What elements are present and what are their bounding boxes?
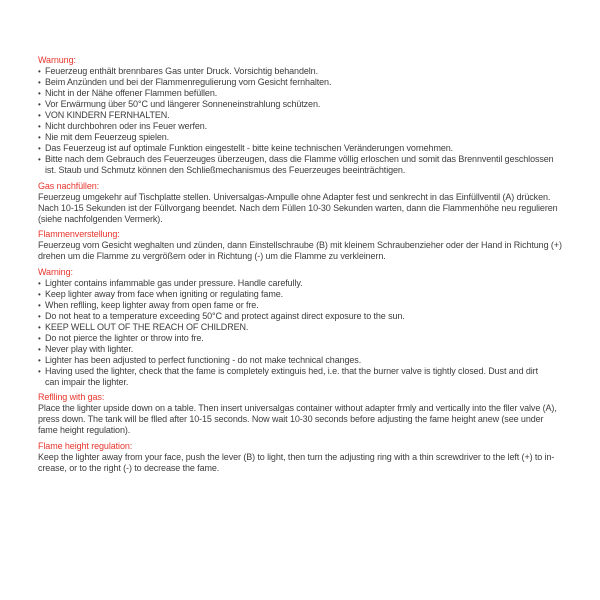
- instruction-line: press down. The tank will be flled after 10-15 seconds. Now wait 10-30 seconds before adjusting the fame height anew (see under: [38, 414, 544, 424]
- instruction-text: Nicht durchbohren oder ins Feuer werfen.: [45, 121, 208, 131]
- instruction-line: [38, 66, 598, 77]
- instruction-line: Nach 10-15 Sekunden ist der Füllvorgang beendet. Nach dem Füllen 10-30 Sekunden warten, dann die Flammenhöhe neu regulieren: [38, 202, 558, 213]
- instruction-line: [38, 278, 598, 289]
- instruction-text: Nie mit dem Feuerzeug spielen.: [45, 132, 170, 142]
- section-gas-nachfuellen: [38, 181, 598, 225]
- bullet-marker: •: [38, 300, 41, 310]
- bullet-marker: •: [38, 366, 41, 376]
- instruction-line: [38, 289, 598, 300]
- instruction-text: VON KINDERN FERNHALTEN.: [45, 110, 170, 120]
- instruction-text: Lighter contains infammable gas under pressure. Handle carefully.: [45, 277, 303, 288]
- instruction-line: [38, 355, 598, 366]
- instruction-line: [38, 132, 598, 143]
- instruction-text: KEEP WELL OUT OF THE REACH OF CHILDREN.: [45, 321, 249, 332]
- instruction-sheet: [38, 55, 598, 478]
- bullet-marker: •: [38, 67, 41, 76]
- bullet-marker: •: [38, 155, 41, 164]
- instruction-line-continuation: can impair the lighter.: [45, 376, 129, 387]
- instruction-line: Keep the lighter away from your face, push the lever (B) to light, then turn the adjusting ring with a thin screwdriver to the left (+) to in-: [38, 451, 555, 462]
- instruction-line: [38, 154, 598, 165]
- instruction-line: [38, 110, 598, 121]
- instruction-text: When reflling, keep lighter away from open fame or fre.: [45, 299, 259, 310]
- bullet-marker: •: [38, 278, 41, 288]
- section-heading-warnung: Warnung:: [38, 55, 76, 65]
- instruction-line: [38, 143, 598, 154]
- instruction-line: fame height regulation).: [38, 425, 131, 435]
- instruction-line: (siehe nachfolgenden Vermerk).: [38, 213, 163, 224]
- bullet-marker: •: [38, 344, 41, 354]
- section-heading-flame-height-regulation: Flame height regulation:: [38, 440, 133, 451]
- instruction-text: Nicht in der Nähe offener Flammen befüllen.: [45, 88, 218, 98]
- instruction-line: [38, 88, 598, 99]
- section-heading-gas-nachfuellen: Gas nachfüllen:: [38, 180, 100, 191]
- instruction-line: Feuerzeug umgekehr auf Tischplatte stellen. Universalgas-Ampulle ohne Adapter fest und senkrecht in das Einfüllventil (A) drücken.: [38, 191, 551, 202]
- section-warning: [38, 267, 598, 388]
- section-heading-warning: Warning:: [38, 266, 73, 277]
- bullet-marker: •: [38, 78, 41, 87]
- instruction-text: Never play with lighter.: [45, 343, 134, 354]
- section-heading-flammenverstellung: Flammenverstellung:: [38, 229, 120, 239]
- instruction-line: Feuerzeug vom Gesicht weghalten und zünden, dann Einstellschraube (B) mit kleinem Schraubenzieher oder der Hand in Richtung (+): [38, 240, 562, 250]
- instruction-text: Do not pierce the lighter or throw into fre.: [45, 332, 204, 343]
- instruction-line: [38, 99, 598, 110]
- instruction-text: Do not heat to a temperature exceeding 50°C and protect against direct exposure to the sun.: [45, 310, 405, 321]
- instruction-line: [38, 311, 598, 322]
- instruction-line: crease, or to the right (-) to decrease the fame.: [38, 462, 220, 473]
- bullet-marker: •: [38, 322, 41, 332]
- section-flame-height-regulation: [38, 441, 598, 474]
- instruction-line: drehen um die Flamme zu vergrößern oder in Richtung (-) um die Flamme zu verkleinern.: [38, 251, 386, 261]
- section-heading-refilling-with-gas: Reflling with gas:: [38, 392, 105, 402]
- bullet-marker: •: [38, 100, 41, 109]
- instruction-text: Lighter has been adjusted to perfect functioning - do not make technical changes.: [45, 354, 362, 365]
- instruction-line: Place the lighter upside down on a table. Then insert universalgas container without adapter frmly and vertically into the fller valve (A),: [38, 403, 557, 413]
- bullet-marker: •: [38, 144, 41, 153]
- bullet-marker: •: [38, 289, 41, 299]
- instruction-line: [38, 77, 598, 88]
- instruction-text: Having used the lighter, check that the fame is completely extinguis hed, i.e. that the burner valve is tightly closed. Dust and dirt: [45, 365, 538, 376]
- instruction-line-continuation: ist. Staub und Schmutz können den Schließmechanismus des Feuerzeuges beeinträchtigen.: [45, 165, 406, 175]
- bullet-marker: •: [38, 133, 41, 142]
- section-flammenverstellung: [38, 229, 598, 262]
- bullet-marker: •: [38, 311, 41, 321]
- section-warnung: [38, 55, 598, 176]
- instruction-line: [38, 366, 598, 377]
- instruction-text: Bitte nach dem Gebrauch des Feuerzeuges überzeugen, dass die Flamme völlig erloschen und somit das Brennventil geschlossen: [45, 154, 554, 164]
- instruction-line: [38, 121, 598, 132]
- bullet-marker: •: [38, 355, 41, 365]
- instruction-text: Beim Anzünden und bei der Flammenregulierung vom Gesicht fernhalten.: [45, 77, 332, 87]
- instruction-line: [38, 322, 598, 333]
- instruction-text: Feuerzeug enthält brennbares Gas unter Druck. Vorsichtig behandeln.: [45, 66, 318, 76]
- bullet-marker: •: [38, 89, 41, 98]
- instruction-text: Keep lighter away from face when igniting or regulating fame.: [45, 288, 284, 299]
- bullet-marker: •: [38, 333, 41, 343]
- instruction-text: Vor Erwärmung über 50°C und längerer Sonneneinstrahlung schützen.: [45, 99, 321, 109]
- section-refilling-with-gas: [38, 392, 598, 436]
- instruction-text: Das Feuerzeug ist auf optimale Funktion eingestellt - bitte keine technischen Veränderungen vornehmen.: [45, 143, 454, 153]
- bullet-marker: •: [38, 111, 41, 120]
- bullet-marker: •: [38, 122, 41, 131]
- instruction-line: [38, 344, 598, 355]
- instruction-line: [38, 333, 598, 344]
- instruction-line: [38, 300, 598, 311]
